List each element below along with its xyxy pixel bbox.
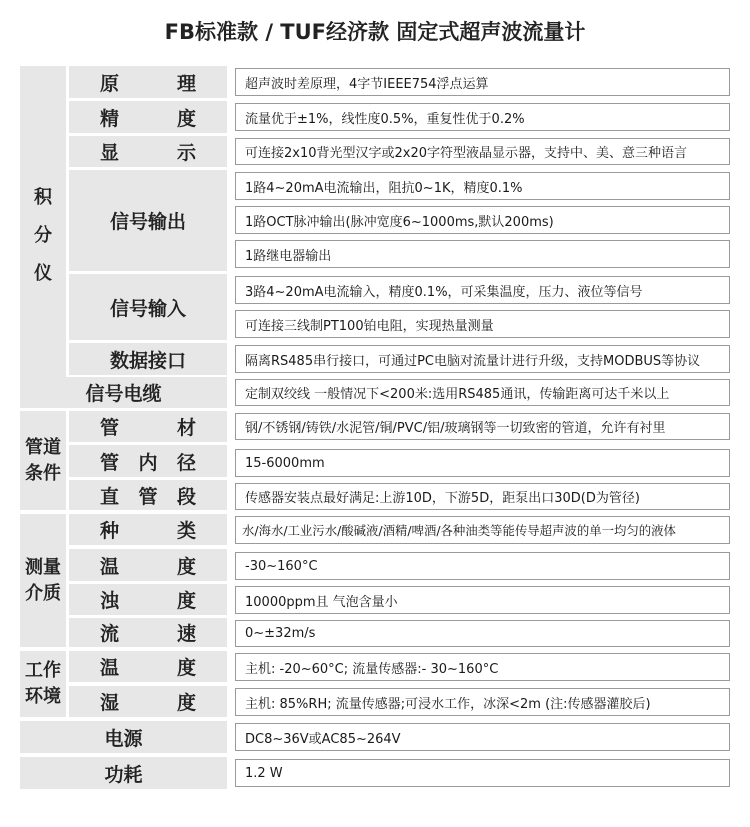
label-signal-input: 信号输入: [69, 274, 227, 340]
label-char: 原: [100, 72, 120, 95]
label-char: 度: [176, 555, 196, 578]
value-principle: 超声波时差原理，4字节IEEE754浮点运算: [235, 68, 730, 96]
group-env-line: 工作: [25, 660, 61, 681]
value-humidity: 主机: 85%RH; 流量传感器;可浸水工作，冰深<2m (注:传感器灌胶后): [235, 688, 730, 716]
label-char: 度: [176, 107, 196, 130]
page-title: FB标准款 / TUF经济款 固定式超声波流量计: [164, 20, 586, 44]
label-char: 段: [176, 485, 196, 508]
value-display: 可连接2x10背光型汉字或2x20字符型液晶显示器，支持中、美、意三种语言: [235, 138, 730, 165]
label-char: 示: [176, 142, 196, 164]
value-env-temperature: 主机: -20~60°C; 流量传感器:- 30~160°C: [235, 653, 730, 681]
value-accuracy: 流量优于±1%，线性度0.5%，重复性优于0.2%: [235, 103, 730, 131]
label-char: 直: [100, 485, 120, 508]
value-inner-diameter: 15-6000mm: [235, 449, 730, 477]
value-straight-section: 传感器安装点最好满足:上游10D，下游5D，距泵出口30D(D为管径): [235, 483, 730, 510]
label-power-consumption: 功耗: [20, 757, 227, 789]
label-turbidity: [69, 584, 227, 615]
label-power-supply: 电源: [20, 721, 227, 753]
label-char: 温: [100, 657, 120, 679]
label-signal-output: 信号输出: [69, 170, 227, 271]
value-medium-temperature: -30~160°C: [235, 552, 730, 580]
group-integrator-char: 仪: [34, 262, 52, 284]
label-humidity: [69, 686, 227, 717]
label-accuracy: [69, 101, 227, 133]
value-signal-output-current: 1路4~20mA电流输出，阻抗0~1K，精度0.1%: [235, 172, 730, 200]
label-char: 显: [100, 142, 120, 164]
label-char: 湿: [100, 692, 120, 714]
value-turbidity: 10000ppm且 气泡含量小: [235, 586, 730, 614]
label-char: 度: [176, 590, 196, 612]
label-principle: [69, 66, 227, 98]
label-char: 径: [176, 451, 196, 474]
group-pipe-conditions: [20, 411, 66, 510]
label-char: 内: [138, 451, 158, 474]
label-char: 类: [176, 520, 196, 542]
label-medium-type: [69, 514, 227, 545]
label-signal-cable: 信号电缆: [20, 377, 227, 408]
value-pipe-material: 钢/不锈钢/铸铁/水泥管/铜/PVC/铝/玻璃钢等一切致密的管道，允许有衬里: [235, 413, 730, 440]
value-medium-type: 水/海水/工业污水/酸碱液/酒精/啤酒/各种油类等能传导超声波的单一均匀的液体: [235, 516, 730, 544]
value-signal-output-relay: 1路继电器输出: [235, 240, 730, 268]
label-pipe-material: [69, 411, 227, 442]
label-inner-diameter: [69, 445, 227, 477]
label-char: 温: [100, 555, 120, 578]
label-char: 理: [176, 72, 196, 95]
group-medium-line: 介质: [25, 582, 61, 604]
label-straight-section: [69, 480, 227, 510]
group-integrator: [20, 66, 66, 405]
group-pipe-line: 条件: [25, 462, 61, 484]
value-power-consumption: 1.2 W: [235, 759, 730, 787]
label-char: 管: [100, 417, 120, 439]
label-char: 管: [138, 485, 158, 508]
value-signal-output-pulse: 1路OCT脉冲输出(脉冲宽度6~1000ms,默认200ms): [235, 206, 730, 234]
value-flow-speed: 0~±32m/s: [235, 620, 730, 647]
value-signal-input-current: 3路4~20mA电流输入，精度0.1%，可采集温度，压力、液位等信号: [235, 276, 730, 304]
value-power-supply: DC8~36V或AC85~264V: [235, 723, 730, 751]
value-signal-input-pt100: 可连接三线制PT100铂电阻，实现热量测量: [235, 310, 730, 338]
label-char: 流: [100, 623, 120, 645]
value-signal-cable: 定制双绞线 一般情况下<200米:选用RS485通讯，传输距离可达千米以上: [235, 379, 730, 406]
label-medium-temperature: [69, 549, 227, 581]
label-char: 精: [100, 107, 120, 130]
label-data-port: 数据接口: [69, 343, 227, 375]
group-environment: [20, 651, 66, 717]
group-medium-line: 测量: [25, 556, 61, 578]
label-char: 速: [176, 623, 196, 645]
group-pipe-line: 管道: [25, 436, 61, 458]
group-integrator-char: 分: [34, 224, 52, 246]
label-char: 种: [100, 520, 120, 542]
label-display: [69, 136, 227, 167]
label-char: 管: [100, 451, 120, 474]
value-data-port: 隔离RS485串行接口，可通过PC电脑对流量计进行升级，支持MODBUS等协议: [235, 345, 730, 373]
label-env-temperature: [69, 651, 227, 682]
label-char: 度: [176, 657, 196, 679]
group-integrator-char: 积: [34, 186, 52, 208]
label-char: 浊: [100, 590, 120, 612]
label-char: 度: [176, 692, 196, 714]
group-medium: [20, 514, 66, 647]
label-flow-speed: [69, 618, 227, 647]
label-char: 材: [176, 417, 196, 439]
group-env-line: 环境: [25, 686, 61, 707]
